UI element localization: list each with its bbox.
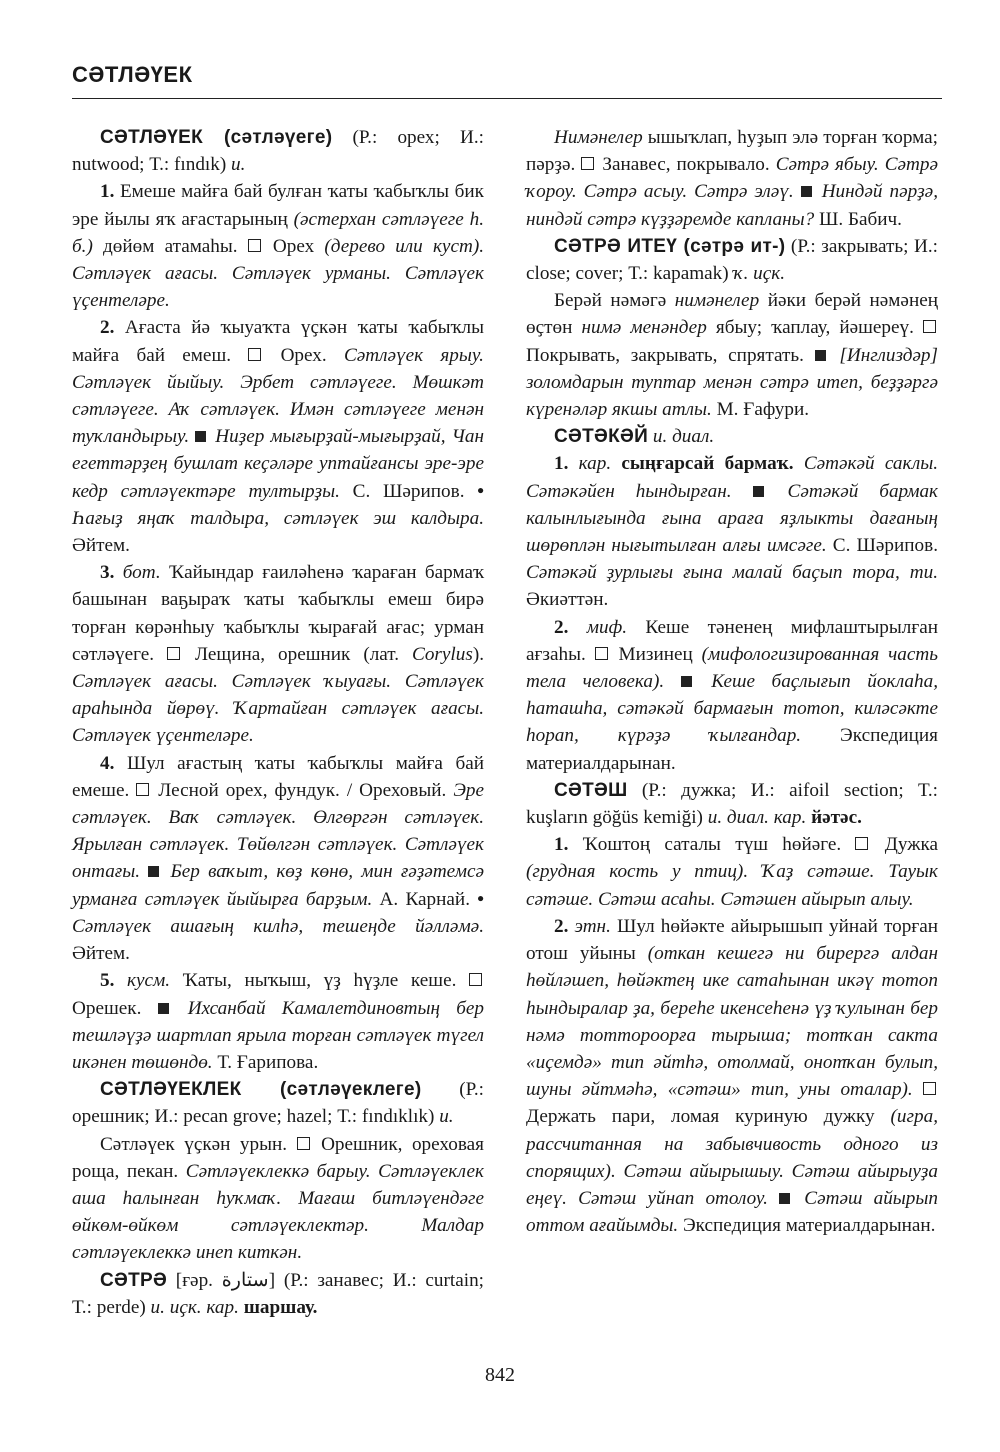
translation-text: Занавес, покрывало. xyxy=(596,154,776,176)
sense-paragraph xyxy=(526,913,938,1239)
quotation-text: Ихсанбай Камалетдиновтың бер тешләүҙә шартлап ярыла торған сәтләүек түгел икәнен төшөндө. xyxy=(72,997,484,1073)
headword: СӘТӘШ xyxy=(554,779,628,801)
translation-square-icon xyxy=(136,783,149,796)
quotation-author: Т. Ғарипова. xyxy=(212,1051,319,1073)
translation-square-icon xyxy=(167,647,180,660)
definition-text: йәки берәй нәмәнең өҫтөн xyxy=(526,290,938,339)
definition-text: Ҡоштоң саталы түш һөйәге. xyxy=(568,834,856,856)
italic-text: (откан кешегә ни бирергә алдан һөйләшеп, һөйәктең ике сатаһынан икәү тотоп һындыралар ҙа, береһе икенсеһенә үҙ ҡулынан бер нәмә тоттороорға тырыша; тотҡан сакта «иҫемдә» тип әйтһә, отолмай, онотҡан булып, шуны әйтмәһә, «сәтәш» тип, уны оталар). xyxy=(526,943,938,1101)
proverb-source: Әйтем. xyxy=(72,535,130,557)
entry-headword-paragraph xyxy=(526,423,938,450)
entry-source: (Р.: дужка; И.: aifoil section; Т.: kuşların göğüs kemiği) xyxy=(526,779,938,829)
example-text: (грудная кость у птиц). Ҡаҙ сәтәше. Тауык сәтәше. Сәтәш асаһы. Сәтәшен айырып алыу. xyxy=(526,861,938,910)
proverb-source: Әйтем. xyxy=(72,943,130,965)
quotation-text: Сәтләүек ағасы. Сәтләүек ҡыуағы. Сәтләүек араһында йөрөү. Ҡартайған сәтләүек ағасы. Сәтләүек үҫентеләре. xyxy=(72,671,484,747)
cross-reference: шаршау. xyxy=(243,1296,318,1318)
quotation-author: С. Шәрипов. xyxy=(826,535,938,557)
proverb-text: Сәтләүек ашағың килһә, тешеңде йәлләмә. xyxy=(72,915,484,937)
sense-number: 5. xyxy=(100,970,115,992)
entry-headword-paragraph xyxy=(526,233,938,287)
definition-text: Шул һөйәкте айырышып уйнай торған отош уйыны xyxy=(526,915,938,965)
sense-paragraph xyxy=(526,287,938,423)
sense-label: миф. xyxy=(568,616,628,638)
entry-source: (Р.: орешник; И.: pecan grove; hazel; Т.: fındıklık) xyxy=(72,1079,484,1128)
translation-text: ). xyxy=(472,643,484,665)
definition-text: Ҡаты, ныҡыш, үҙ һүҙле кеше. xyxy=(170,970,469,992)
entry-headword-paragraph xyxy=(72,1076,484,1130)
translation-text: Орешек. xyxy=(72,997,158,1019)
entry-source: (Р.: орех; И.: nutwood; Т.: fındık) xyxy=(72,127,484,176)
headword: СӘТЛӘҮЕК (сәтләүеге) xyxy=(100,127,333,148)
sense-paragraph xyxy=(526,831,938,913)
quotation-square-icon xyxy=(158,1003,169,1014)
running-header: СӘТЛӘҮЕК xyxy=(72,62,193,87)
translation-square-icon xyxy=(469,973,482,986)
cross-reference: сыңғарсай бармаҡ. xyxy=(611,453,804,475)
translation-text: Дужка xyxy=(870,834,939,856)
quotation-text: Кеше баҫлығып йоклаһа, һаташһа, сәтәкәй бармағын тотоп, киләсәкте һорап, күрәҙә ҡылғандар. xyxy=(526,671,939,747)
sense-paragraph xyxy=(72,1131,484,1267)
definition-text: Ағаста йә ҡыуаҡта үҫкән ҡаты ҡабыҡлы майға бай емеш. xyxy=(72,317,484,366)
entry-source: (Р.: закрывать; И.: close; cover; Т.: kapamak) xyxy=(526,235,939,285)
example-text: (мифологизированная часть тела человека). xyxy=(526,643,939,693)
sense-paragraph xyxy=(72,750,484,968)
italic-text: нимә менәндер xyxy=(581,317,707,339)
entry-grammar: ҡ. иҫк. xyxy=(733,263,786,285)
proverb-source: Әкиәттән. xyxy=(526,589,609,611)
definition-text: Кеше тәненең мифлаштырылған ағзаһы. xyxy=(526,616,938,665)
sense-number: 2. xyxy=(100,317,115,339)
proverb-marker: • xyxy=(477,888,484,910)
quotation-author: С. Шәрипов. xyxy=(339,480,478,502)
headword: СӘТРӘ xyxy=(100,1269,168,1291)
proverb-text: Һағыҙ яңаҡ талдыра, сәтләүек эш калдыра. xyxy=(72,507,484,529)
quotation-square-icon xyxy=(779,1193,790,1204)
translation-text: Лещина, орешник (лат. xyxy=(182,643,413,665)
sense-number: 1. xyxy=(554,834,569,856)
example-text: Эре сәтләүек. Ваҡ сәтләүек. Өлгөргән сәтләүек. Ярылған сәтләүек. Төйөлгән сәтләүек. Сәтләүек онтағы. xyxy=(72,779,484,883)
definition-text: дөйөм атамаһы. xyxy=(92,235,248,257)
translation-square-icon xyxy=(855,837,868,850)
translation-text: Орех xyxy=(262,235,325,257)
sense-number: 2. xyxy=(554,915,569,937)
sense-label: кусм. xyxy=(114,970,171,992)
example-text: Corylus xyxy=(412,643,473,665)
definition-text: Емеше майға бай булған ҡаты ҡабыҡлы бик эре йылы яҡ ағастарының xyxy=(72,181,484,230)
translation-square-icon xyxy=(595,647,608,660)
quotation-square-icon xyxy=(148,866,159,877)
sense-paragraph xyxy=(526,614,938,777)
sense-number: 2. xyxy=(554,616,569,638)
example-text: Сәтәкәй саклы. Сәтәкәйен һындырған. xyxy=(526,453,939,502)
translation-square-icon xyxy=(923,320,936,333)
entry-grammar: и. xyxy=(231,154,246,176)
sense-paragraph xyxy=(526,450,938,613)
quotation-square-icon xyxy=(801,186,812,197)
sense-number: 1. xyxy=(554,453,569,475)
quotation-text: [Инглиздәр] золомдарын туптар менән сәтрә итеп, беҙҙәргә күренәләр якшы атлы. xyxy=(526,344,938,421)
definition-text: Берәй нәмәгә xyxy=(554,290,675,312)
header-rule xyxy=(72,98,942,99)
entry-headword-paragraph xyxy=(72,1267,484,1321)
quotation-text: Бер ваҡыт, көҙ көнө, мин ғәҙәтемсә урманға сәтләүек йыйырға барҙым. xyxy=(72,861,484,910)
entry-grammar: и. диал. xyxy=(652,426,715,448)
quotation-square-icon xyxy=(815,350,826,361)
translation-text: Орешник, ореховая роща, пекан. xyxy=(72,1133,485,1182)
translation-text: Покрывать, закрывать, спрятать. xyxy=(526,344,815,366)
proverb-text: Сәтәкәй ҙурлығы ғына малай баҫып тора, ти. xyxy=(526,562,938,584)
entry-grammar: и. иҫк. кар. xyxy=(150,1296,244,1318)
quotation-square-icon xyxy=(681,676,692,687)
quotation-text: Ниҙер мығырҙай-мығырҙай, Чан егеттәрҙең бушлат кеҫәләре уптайғансы эре-эре кедр сәтләүектәре тултырҙы. xyxy=(72,426,484,502)
sense-paragraph xyxy=(72,967,484,1076)
entry-grammar: и. диал. кар. xyxy=(707,807,812,829)
example-text: Сәтләүек ярыу. Сәтләүек йыйыу. Эрбет сәтләүеге. Мөшкәт сәтләүеге. Аҡ сәтләүек. Имән сәтләүеге менән туҡландырыу. xyxy=(72,344,484,448)
quotation-author: Экспедиция материалдарынан. xyxy=(678,1215,936,1237)
headword: СӘТРӘ ИТЕҮ (сәтрә ит-) xyxy=(554,235,786,257)
quotation-square-icon xyxy=(753,486,764,497)
page-number: 842 xyxy=(485,1364,515,1386)
italic-text: нимәнелер xyxy=(674,290,760,312)
example-text: Сәтрә ябыу. Сәтрә ҡороу. Сәтрә асыу. Сәтрә эләү. xyxy=(526,154,938,203)
italic-text: Нимәнелер xyxy=(554,127,643,148)
right-column xyxy=(526,124,938,1239)
sense-paragraph xyxy=(72,559,484,749)
translation-square-icon xyxy=(248,239,261,252)
definition-text: Ҡайындар ғаиләһенә ҡараған бармаҡ башынан ваҕыраҡ ҡаты ҡабыҡлы емеш бирә торған көрәнһыу ҡабыҡлы ҡырағай ағас; урман сәтләүеге. xyxy=(72,562,484,665)
sense-paragraph xyxy=(526,124,938,233)
entry-headword-paragraph xyxy=(72,124,484,178)
translation-square-icon xyxy=(297,1137,310,1150)
entry-grammar: и. xyxy=(439,1106,454,1128)
italic-text: (әстерхан сәтләүеге һ. б.) xyxy=(72,208,485,257)
quotation-square-icon xyxy=(195,431,206,442)
definition-text: Сәтләүек үҫкән урын. xyxy=(100,1133,297,1155)
example-text: Сәтләүеклеккә барыу. Сәтләүеклек аша һалынған һуҡмаҡ. Мағаш битләүендәге өйкөм-өйкөм сәтләүеклектәр. Малдар сәтләүеклеккә инеп киткән. xyxy=(72,1160,484,1264)
quotation-author: Экспедиция материалдарынан. xyxy=(526,725,939,774)
definition-text: Шул ағастың ҡаты ҡабыҡлы майға бай емеше. xyxy=(72,752,484,801)
cross-reference: йәтәс. xyxy=(811,807,862,829)
translation-text: Лесной орех, фундук. / Ореховый. xyxy=(151,779,454,801)
sense-number: 1. xyxy=(100,181,115,203)
translation-text: Орех. xyxy=(263,344,344,366)
translation-square-icon xyxy=(581,157,594,170)
quotation-author: М. Ғафури. xyxy=(711,399,810,421)
translation-square-icon xyxy=(248,348,261,361)
translation-text: Держать пари, ломая куриную дужку xyxy=(526,1106,891,1128)
sense-paragraph xyxy=(72,314,484,559)
left-column xyxy=(72,124,484,1321)
sense-label: бот. xyxy=(114,562,161,584)
sense-label: кар. xyxy=(568,453,612,475)
sense-number: 3. xyxy=(100,562,115,584)
quotation-text: Сәтәкәй бармак калынлығында ғына араға яҙлыкты дағаның шөрөплән нығытылған алғы имсәге. xyxy=(526,480,939,557)
proverb-marker: • xyxy=(477,480,484,502)
quotation-text: Ниндәй пәрҙә, ниндәй сәтрә күҙҙәремде капланы? xyxy=(526,181,938,230)
quotation-author: А. Карнай. xyxy=(372,888,478,910)
entry-source: [ғәр. ستارة] (Р.: занавес; И.: curtain; Т.: perde) xyxy=(72,1269,485,1318)
quotation-author: Ш. Бабич. xyxy=(814,208,902,230)
headword: СӘТӘКӘЙ xyxy=(554,426,649,448)
sense-label: этн. xyxy=(568,915,611,937)
sense-number: 4. xyxy=(100,752,115,774)
entry-headword-paragraph xyxy=(526,777,938,831)
quotation-text: Сәтәш айырып оттом ағайымды. xyxy=(526,1187,938,1237)
definition-text xyxy=(913,1079,923,1100)
example-text: (игра, рассчитанная на забывчивость одного из спорящих). Сәтәш айырышыу. Сәтәш айырыуҙа еңеү. Сәтәш уйнап отолоу. xyxy=(526,1106,938,1209)
sense-paragraph xyxy=(72,178,484,314)
definition-text: ышыҡлап, һуҙып элә торған ҡорма; пәрҙә. xyxy=(526,127,938,176)
translation-text: Мизинец xyxy=(609,643,702,665)
definition-text: ябыу; ҡаплау, йәшереү. xyxy=(706,317,924,339)
example-text: (дерево или куст). Сәтләүек ағасы. Сәтләүек урманы. Сәтләүек үҫентеләре. xyxy=(72,235,485,312)
translation-square-icon xyxy=(923,1082,936,1095)
headword: СӘТЛӘҮЕКЛЕК (сәтләүеклеге) xyxy=(100,1079,422,1101)
